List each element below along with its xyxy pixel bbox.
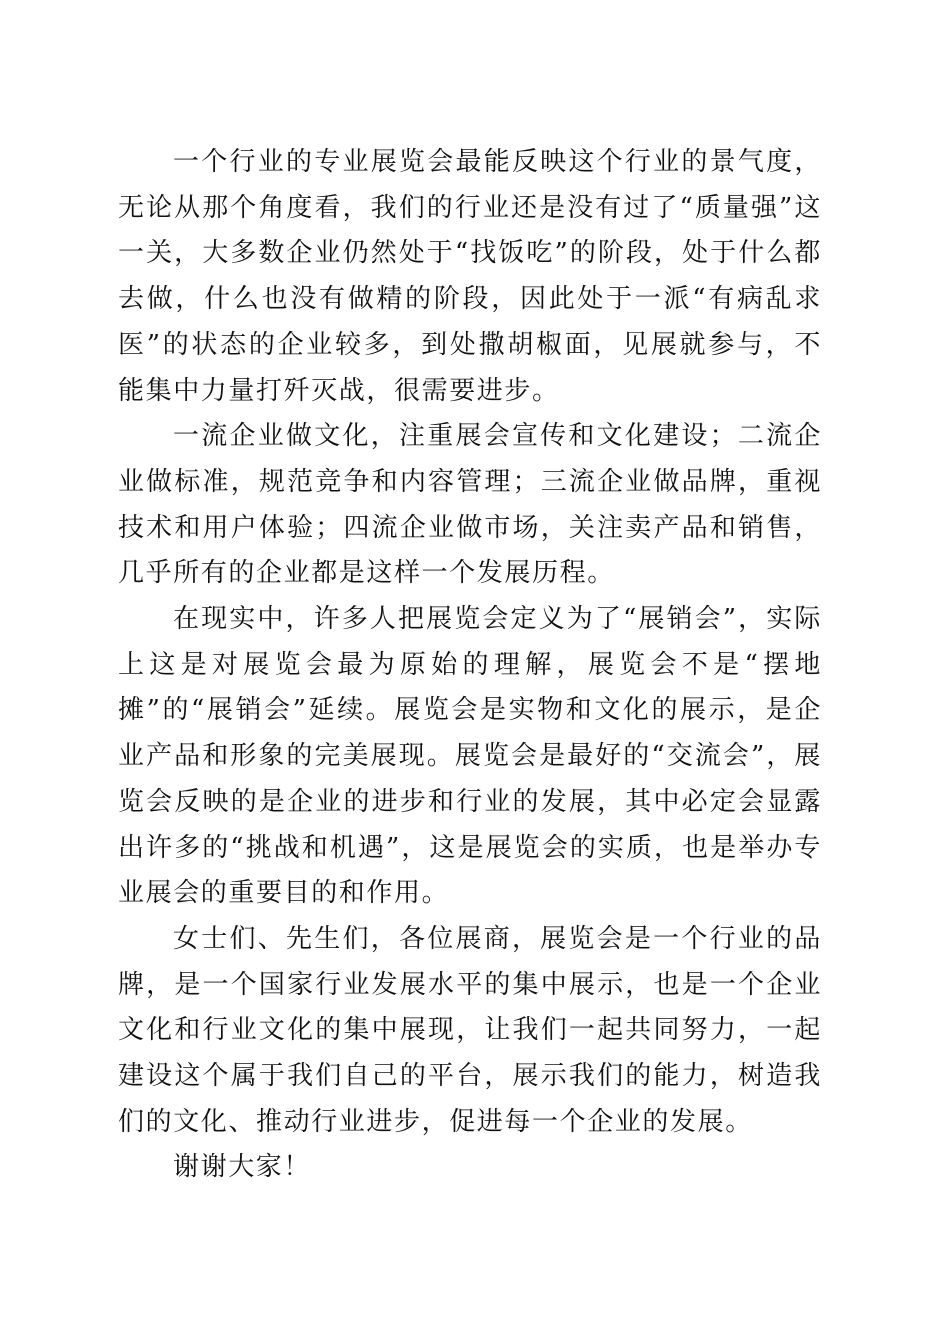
paragraph-enterprise-tiers: 一流企业做文化，注重展会宣传和文化建设；二流企业做标准，规范竞争和内容管理；三流企业做品牌，重视技术和用户体验；四流企业做市场，关注卖产品和销售，几乎所有的企业都是这样一个发展历程。 [118, 421, 822, 589]
paragraph-exhibition-essence: 在现实中，许多人把展览会定义为了“展销会”，实际上这是对展览会最为原始的理解，展览会不是“摆地摊”的“展销会”延续。展览会是实物和文化的展示，是企业产品和形象的完美展现。展览会是最好的“交流会”，展览会反映的是企业的进步和行业的发展，其中必定会显露出许多的“挑战和机遇”，这是展览会的实质，也是举办专业展会的重要目的和作用。 [118, 604, 822, 909]
paragraph-closing-appeal: 女士们、先生们，各位展商，展览会是一个行业的品牌，是一个国家行业发展水平的集中展示，也是一个企业文化和行业文化的集中展现，让我们一起共同努力，一起建设这个属于我们自己的平台，展示我们的能力，树造我们的文化、推动行业进步，促进每一个企业的发展。 [118, 923, 822, 1137]
paragraph-industry-exhibition: 一个行业的专业展览会最能反映这个行业的景气度，无论从那个角度看，我们的行业还是没有过了“质量强”这一关，大多数企业仍然处于“找饭吃”的阶段，处于什么都去做，什么也没有做精的阶段，因此处于一派“有病乱求医”的状态的企业较多，到处撒胡椒面，见展就参与，不能集中力量打歼灭战，很需要进步。 [118, 147, 822, 406]
document-body [118, 140, 822, 1191]
paragraph-thanks: 谢谢大家！ [173, 1152, 312, 1183]
